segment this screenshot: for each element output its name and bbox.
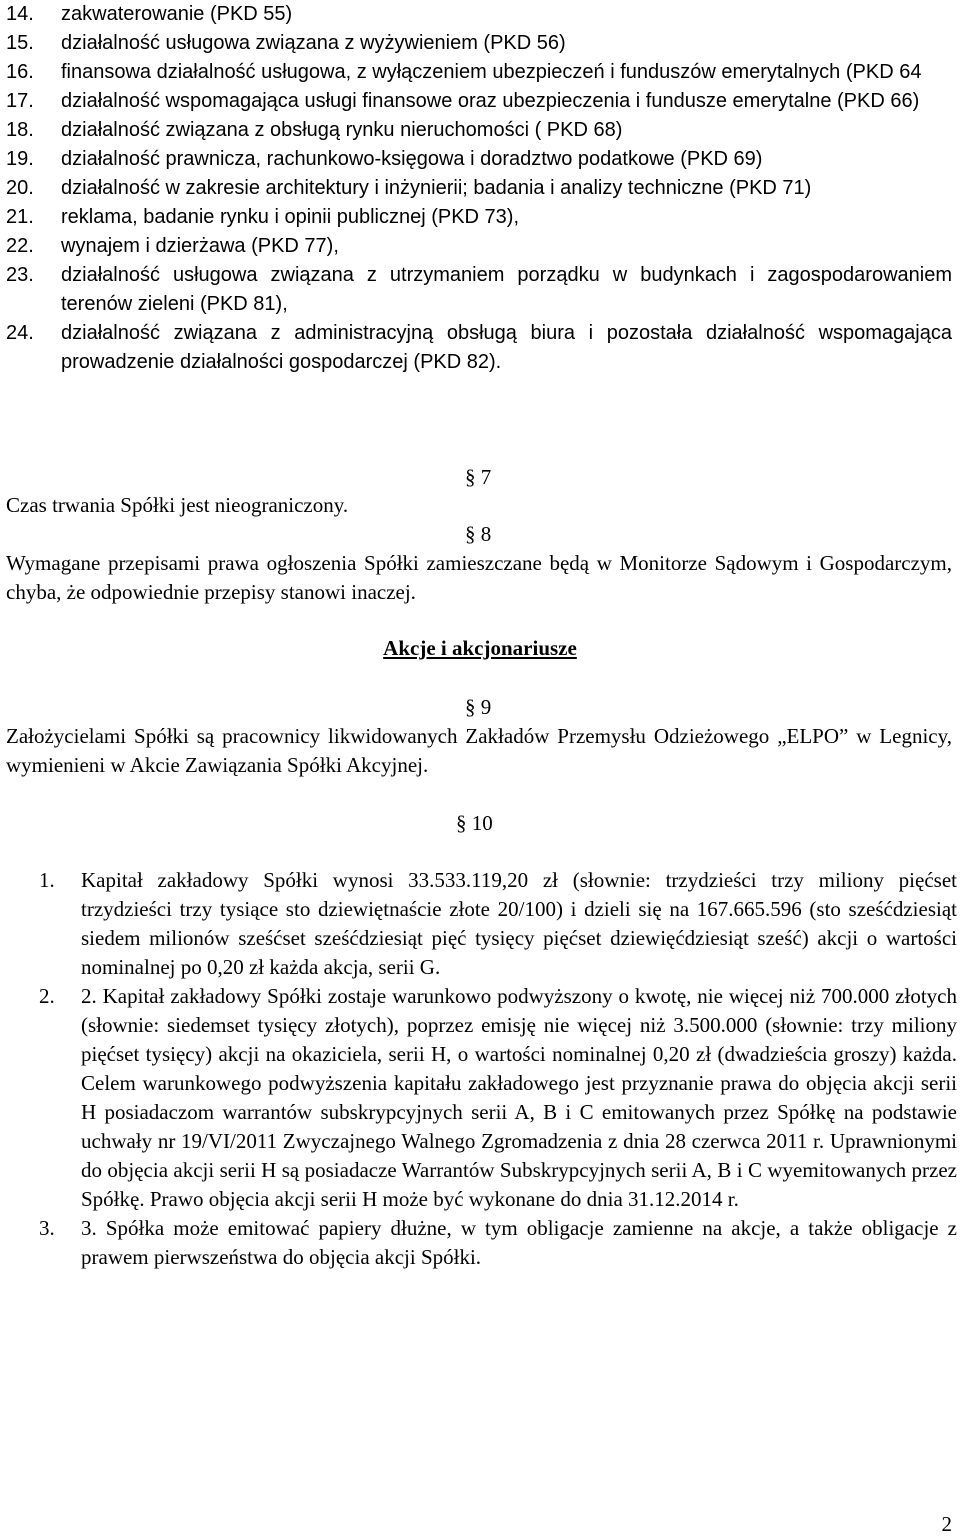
section-7-text: Czas trwania Spółki jest nieograniczony.: [6, 493, 349, 517]
pkd-activity-list: [6, 0, 952, 377]
section-heading: Akcje i akcjonariusze: [383, 636, 577, 660]
page-number: 2: [941, 1512, 952, 1536]
list-item: 22. wynajem i dzierżawa (PKD 77),: [6, 235, 339, 257]
list-item: 21. reklama, badanie rynku i opinii publicznej (PKD 73),: [6, 206, 520, 228]
section-8-mark: § 8: [465, 522, 492, 546]
section-8-text: Wymagane przepisami prawa ogłoszenia Spółki zamieszczane będą w Monitorze Sądowym i Gospodarczym, chyba, że odpowiednie przepisy stanowi inaczej.: [6, 551, 952, 604]
list-item: 16. finansowa działalność usługowa, z wyłączeniem ubezpieczeń i funduszów emerytalnych (PKD 64: [6, 61, 922, 83]
list-item: 18. działalność związana z obsługą rynku nieruchomości ( PKD 68): [6, 119, 623, 141]
list-item: 24. działalność związana z administracyjną obsługą biura i pozostała działalność wspomagająca prowadzenie działalności gospodarczej (PKD 82).: [6, 322, 952, 373]
section-9-mark: § 9: [465, 695, 492, 719]
list-item: 19. działalność prawnicza, rachunkowo-księgowa i doradztwo podatkowe (PKD 69): [6, 148, 763, 170]
list-item: 15. działalność usługowa związana z wyżywieniem (PKD 56): [6, 32, 566, 54]
capital-list: [39, 866, 957, 1272]
list-item: 23. działalność usługowa związana z utrzymaniem porządku w budynkach i zagospodarowaniem terenów zieleni (PKD 81),: [6, 264, 952, 315]
list-item: 1. Kapitał zakładowy Spółki wynosi 33.533.119,20 zł (słownie: trzydzieści trzy miliony pięćset trzydzieści trzy tysiące sto dziewiętnaście złote 20/100) i dzieli się na 167.665.596 (sto sześćdziesiąt siedem milionów sześćset sześćdziesiąt pięć tysięcy pięćset dziewięćdziesiąt sześć) akcji o wartości nominalnej po 0,20 zł każda akcja, serii G.: [39, 868, 957, 979]
section-9-text: Założycielami Spółki są pracownicy likwidowanych Zakładów Przemysłu Odzieżowego „ELPO” w Legnicy, wymienieni w Akcie Zawiązania Spółki Akcyjnej.: [6, 724, 952, 777]
list-item: 3. 3. Spółka może emitować papiery dłużne, w tym obligacje zamienne na akcje, a także obligacje z prawem pierwszeństwa do objęcia akcji Spółki.: [39, 1216, 957, 1269]
list-item: 20. działalność w zakresie architektury i inżynierii; badania i analizy techniczne (PKD 71): [6, 177, 812, 199]
list-item: 14. zakwaterowanie (PKD 55): [6, 3, 293, 25]
section-10-mark: § 10: [456, 811, 493, 835]
list-item: 2. 2. Kapitał zakładowy Spółki zostaje warunkowo podwyższony o kwotę, nie więcej niż 700.000 złotych (słownie: siedemset tysięcy złotych), poprzez emisję nie więcej niż 3.500.000 (słownie: trzy miliony pięćset tysięcy) akcji na okaziciela, serii H, o wartości nominalnej 0,20 zł (dwadzieścia groszy) każda. Celem warunkowego podwyższenia kapitału zakładowego jest przyznanie prawa do objęcia akcji serii H posiadaczom warrantów subskrypcyjnych serii A, B i C emitowanych przez Spółkę na podstawie uchwały nr 19/VI/2011 Zwyczajnego Walnego Zgromadzenia z dnia 28 czerwca 2011 r. Uprawnionymi do objęcia akcji serii H są posiadacze Warrantów Subskrypcyjnych serii A, B i C wyemitowanych przez Spółkę. Prawo objęcia akcji serii H może być wykonane do dnia 31.12.2014 r.: [39, 984, 957, 1211]
section-7-mark: § 7: [465, 465, 492, 489]
list-item: 17. działalność wspomagająca usługi finansowe oraz ubezpieczenia i fundusze emerytalne (PKD 66): [6, 90, 920, 112]
